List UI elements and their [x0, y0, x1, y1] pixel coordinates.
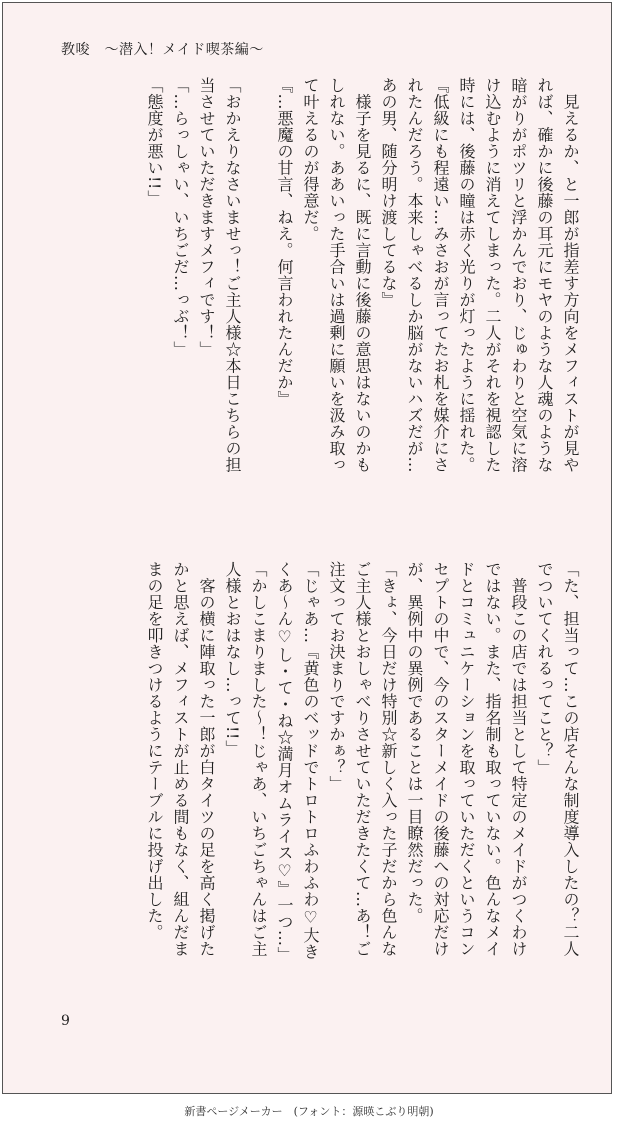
- text-block-top: [43, 77, 583, 507]
- text-line: まの足を叩きつけるようにテーブルに投げ出した。: [145, 561, 164, 941]
- text-line: 「きょ、今日だけ特別☆新しく入った子だから色んな: [379, 561, 398, 957]
- text-line: でついてくれるってこと？」: [535, 561, 554, 776]
- text-line: 「おかえりなさいませっ！ご主人様☆本日こちらの担: [223, 77, 242, 473]
- text-line: 「態度が悪い!!」: [145, 77, 164, 207]
- text-line: ご主人様とおしゃべりさせていただきたくて…あ！ご: [353, 561, 372, 957]
- text-line: 様子を見るに、既に言動に後藤の意思はないのかも: [353, 77, 372, 473]
- text-line: あの男、随分明け渡してるな』: [379, 77, 398, 308]
- text-line: 普段この店では担当として特定のメイドがつくわけ: [509, 561, 528, 957]
- text-line: 注文ってお決まりですかぁ？」: [327, 561, 346, 792]
- text-line: 客の横に陣取った一郎が白タイツの足を高く掲げた: [197, 561, 216, 957]
- footer-credit: 新書ページメーカー (フォント：源暎こぶり明朝): [184, 1105, 434, 1118]
- text-line: ドとコミュニケーションを取っていただくというコン: [457, 561, 476, 957]
- text-line: け込むように消えてしまった。二人がそれを視認した: [483, 77, 502, 473]
- text-line: 『…悪魔の甘言、ねえ。何言われたんだか』: [275, 77, 294, 407]
- text-line: 『低級にも程遠い…みさおが言ってたお札を媒介にさ: [431, 77, 450, 473]
- text-line: 見えるか、と一郎が指差す方向をメフィストが見や: [561, 77, 580, 473]
- text-block-bottom: [43, 561, 583, 981]
- chapter-title: 教唆 〜潜入！メイド喫茶編〜: [61, 42, 264, 58]
- text-line: れたんだろう。本来しゃべるしか脳がないハズだが…: [405, 77, 424, 473]
- text-line: 「た、担当って…この店そんな制度導入したの？二人: [561, 561, 580, 957]
- page-number: 9: [61, 1013, 70, 1029]
- text-line: れば、確かに後藤の耳元にモヤのような人魂のような: [535, 77, 554, 473]
- text-line: 「かしこまりました〜！じゃあ、いちごちゃんはご主: [249, 561, 268, 957]
- text-line: 当させていただきますメフィです！」: [197, 77, 216, 358]
- text-line: くあ〜ん♡し・て・ね☆満月オムライス♡』一つ…」: [275, 561, 294, 963]
- text-line: かと思えば、メフィストが止める間もなく、組んだま: [171, 561, 190, 957]
- book-page: [2, 2, 612, 1094]
- text-line: しれない。ああいった手合いは過剰に願いを汲み取っ: [327, 77, 346, 473]
- text-line: [245, 77, 271, 507]
- text-line: が、異例中の異例であることは一目瞭然だった。: [405, 561, 424, 924]
- text-line: 暗がりがポツリと浮かんでおり、じゅわりと空気に溶: [509, 77, 528, 473]
- text-line: 「じゃあ…『黄色のベッドでトロトロふわふわ♡大き: [301, 561, 320, 960]
- text-line: セプトの中で、今のスターメイドの後藤への対応だけ: [431, 561, 450, 957]
- text-line: 時には、後藤の瞳は赤く光りが灯ったように揺れた。: [457, 77, 476, 473]
- text-line: 「…らっしゃい、いちごだ…っぶ！」: [171, 77, 190, 358]
- text-line: ではない。また、指名制も取っていない。色んなメイ: [483, 561, 502, 957]
- text-line: て叶えるのが得意だ。: [301, 77, 320, 242]
- text-line: 人様とおはなし…って!!」: [223, 561, 242, 757]
